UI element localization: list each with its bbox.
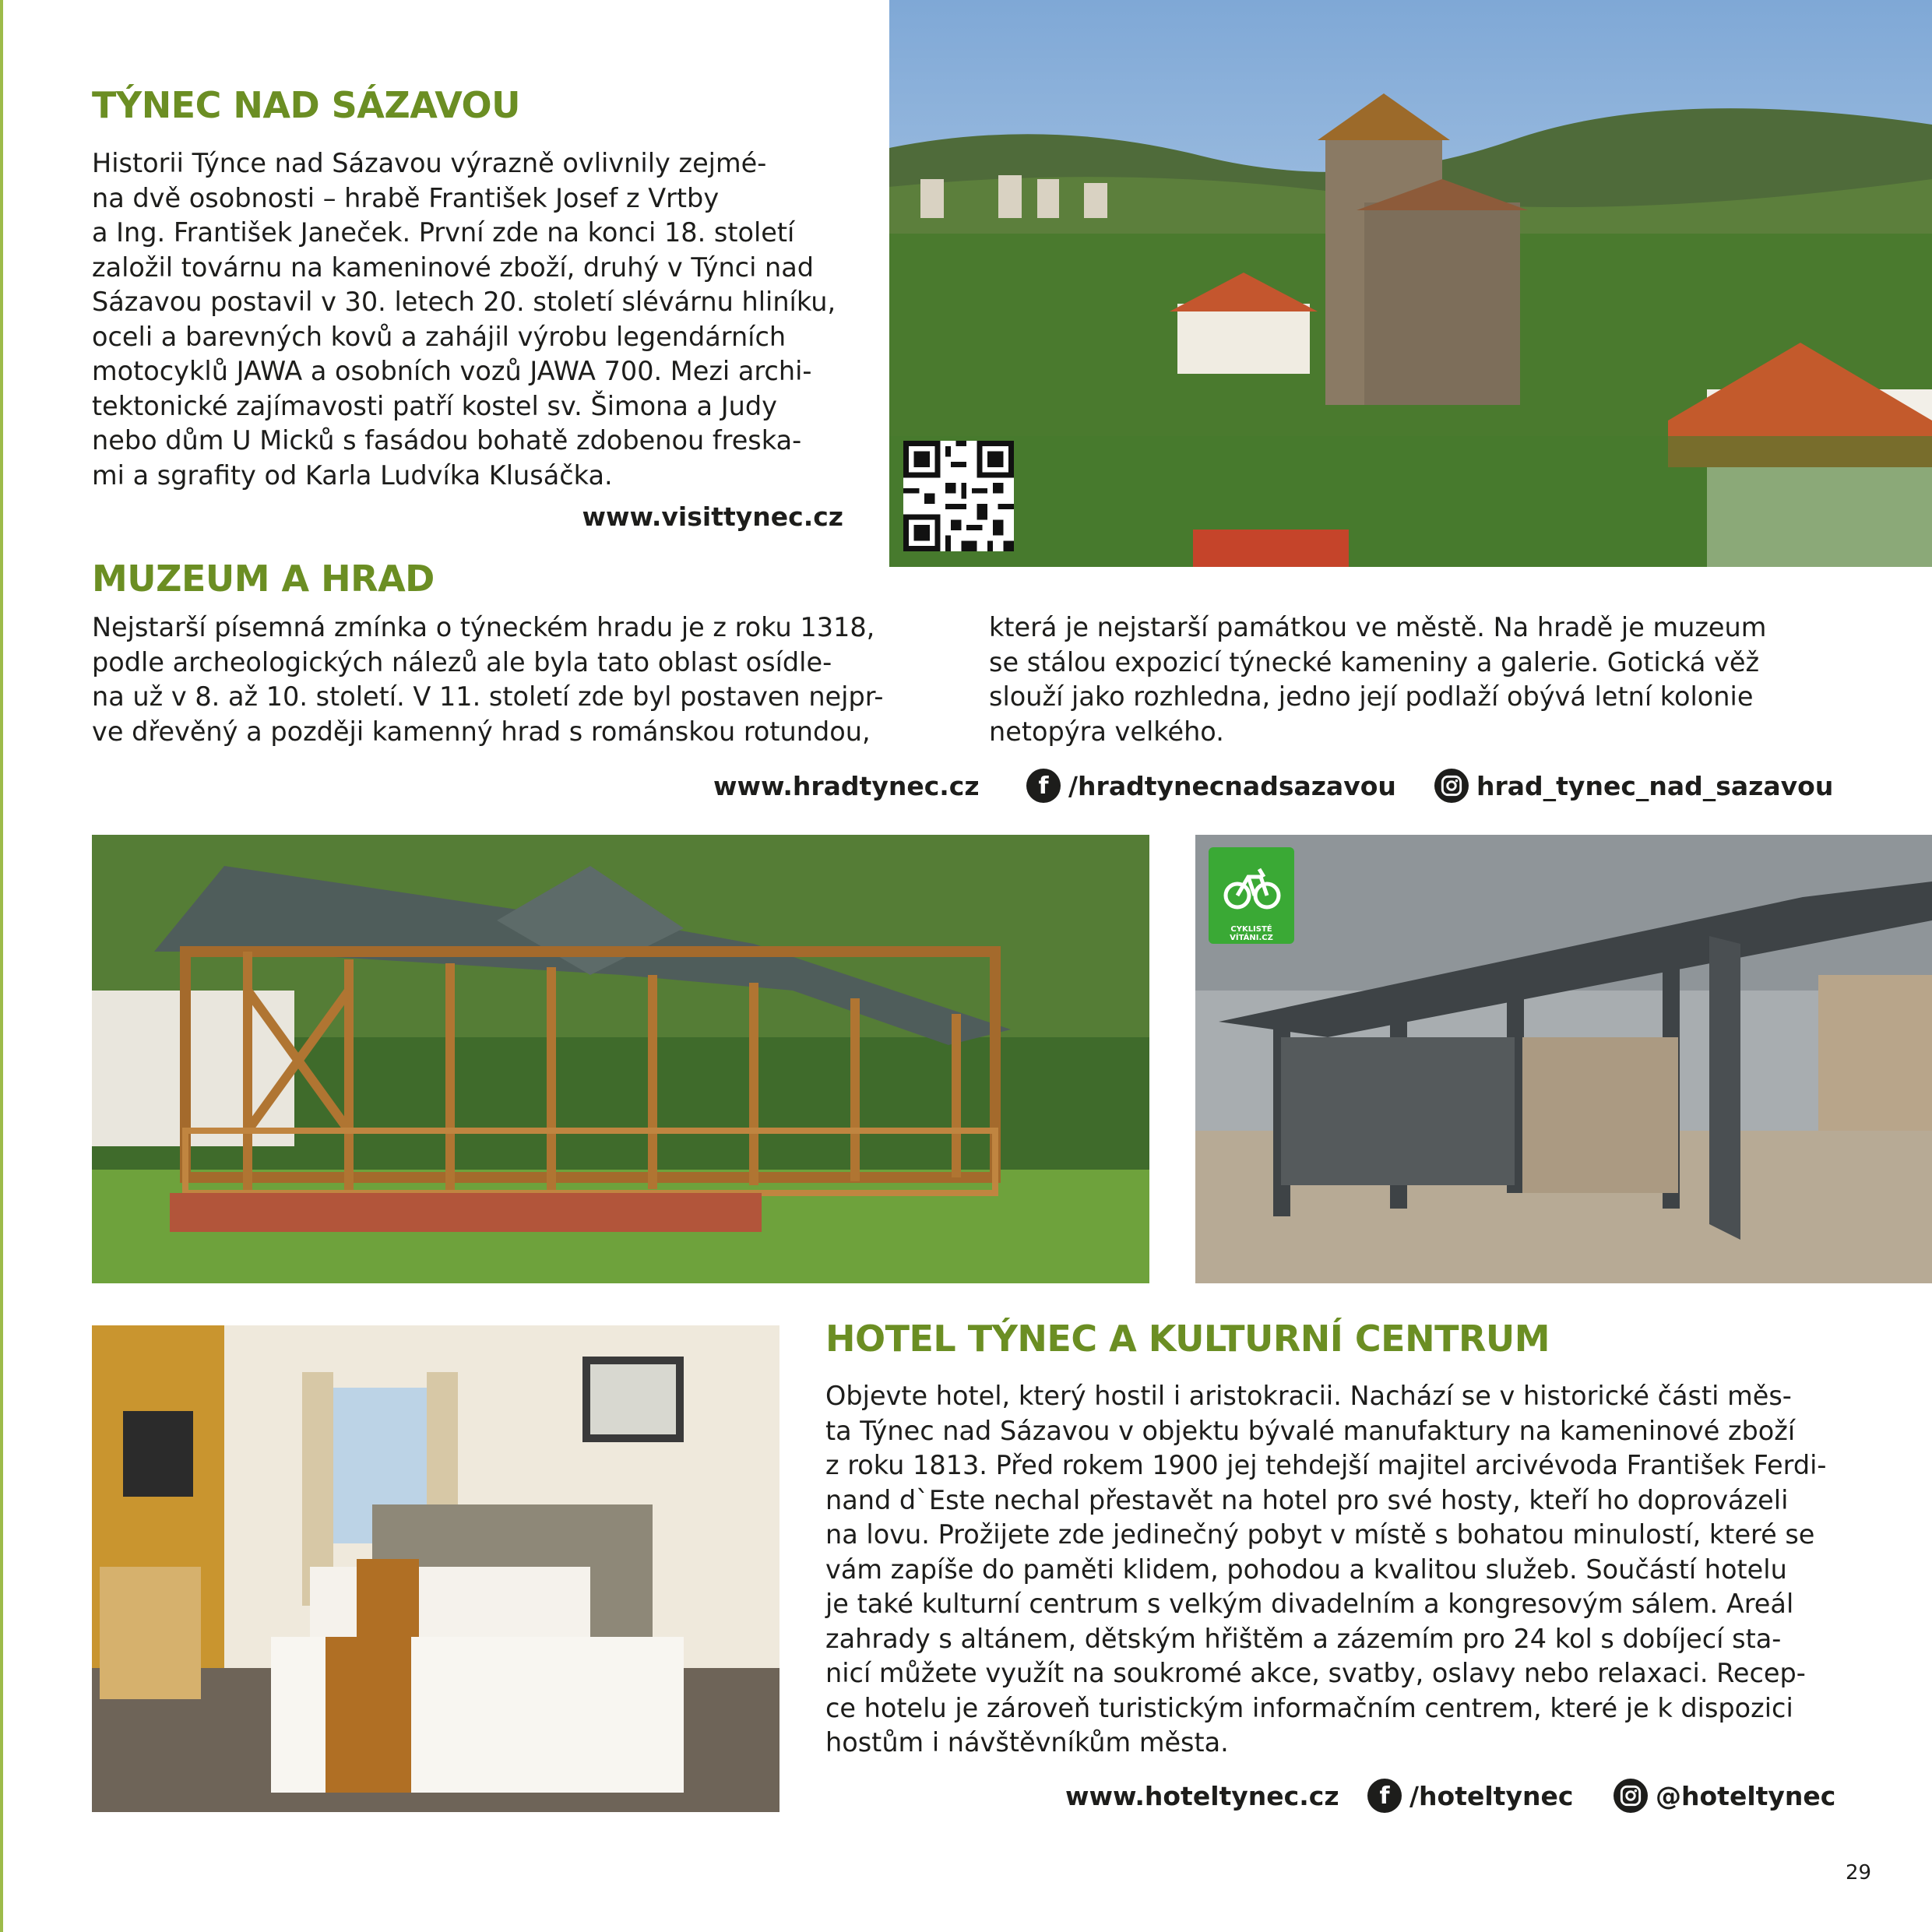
text-line: na lovu. Prožijete zde jedinečný pobyt v místě s bohatou minulostí, které se (825, 1519, 1815, 1550)
text-line: ve dřevěný a později kamenný hrad s románskou rotundou, (92, 716, 871, 747)
text-line: tektonické zajímavosti patří kostel sv. Šimona a Judy (92, 390, 777, 421)
bicycle-icon (1220, 855, 1283, 917)
text-line: nand d`Este nechal přestavět na hotel pro své hosty, kteří ho doprovázeli (825, 1484, 1789, 1515)
facebook-icon: f (1367, 1779, 1402, 1813)
text-line: ce hotelu je zároveň turistickým informačním centrem, které je k dispozici (825, 1692, 1793, 1723)
text-line: a Ing. František Janeček. První zde na konci 18. století (92, 217, 795, 248)
text-line: na dvě osobnosti – hrabě František Josef z Vrtby (92, 182, 720, 213)
text-line: slouží jako rozhledna, jedno její podlaží obývá letní kolonie (989, 681, 1754, 712)
hotel-facebook-handle: /hoteltynec (1409, 1780, 1574, 1811)
hrad-instagram-handle: hrad_tynec_nad_sazavou (1476, 770, 1834, 801)
hotel-room-photo (92, 1325, 779, 1812)
page-number: 29 (1846, 1861, 1872, 1884)
text-line: zahrady s altánem, dětským hřištěm a zázemím pro 24 kol s dobíjecí sta- (825, 1623, 1782, 1654)
text-line: nebo dům U Micků s fasádou bohatě zdobenou freska- (92, 425, 802, 456)
text-line: hostům i návštěvníkům města. (825, 1727, 1229, 1758)
pavilion-photo (92, 835, 1149, 1283)
paragraph-muzeum-2 (989, 611, 1841, 749)
instagram-icon (1614, 1779, 1648, 1813)
paragraph-muzeum-1 (92, 611, 944, 749)
instagram-icon (1434, 769, 1469, 803)
text-line: se stálou expozicí týnecké kameniny a galerie. Gotická věž (989, 646, 1760, 677)
bike-shelter-photo (1195, 835, 1932, 1283)
section-title-tynec: TÝNEC NAD SÁZAVOU (92, 84, 520, 126)
page-edge-accent (0, 0, 3, 1932)
text-line: Nejstarší písemná zmínka o týneckém hradu je z roku 1318, (92, 612, 875, 642)
visittynec-link[interactable]: www.visittynec.cz (582, 501, 843, 532)
hrad-facebook-handle: /hradtynecnadsazavou (1068, 770, 1396, 801)
text-line: ta Týnec nad Sázavou v objektu bývalé manufaktury na kameninové zboží (825, 1415, 1796, 1446)
hotel-facebook-link[interactable] (1367, 1779, 1573, 1813)
qr-code-icon[interactable] (903, 441, 1014, 551)
text-line: netopýra velkého. (989, 716, 1224, 747)
badge-label: CYKLISTÉ VÍTÁNI.CZ (1230, 925, 1273, 942)
facebook-icon: f (1026, 769, 1061, 803)
text-line: oceli a barevných kovů a zahájil výrobu legendárních (92, 321, 787, 352)
text-line: z roku 1813. Před rokem 1900 jej tehdejší majitel arcivévoda František Ferdi- (825, 1450, 1827, 1480)
muzeum-column-1 (92, 611, 944, 749)
castle-aerial-photo (889, 0, 1932, 567)
text-line: Sázavou postavil v 30. letech 20. století slévárnu hliníku, (92, 287, 836, 317)
section-hotel-body (825, 1379, 1841, 1761)
hotel-instagram-link[interactable] (1614, 1779, 1835, 1813)
text-line: mi a sgrafity od Karla Ludvíka Klusáčka. (92, 459, 613, 491)
text-line: založil továrnu na kameninové zboží, druhý v Týnci nad (92, 252, 815, 283)
hrad-instagram-link[interactable] (1434, 769, 1833, 803)
text-line: nicí můžete využít na soukromé akce, svatby, oslavy nebo relaxaci. Recep- (825, 1658, 1806, 1688)
hradtynec-link[interactable]: www.hradtynec.cz (713, 771, 980, 801)
hotel-instagram-handle: @hoteltynec (1656, 1780, 1836, 1811)
section-tynec-body (92, 146, 844, 493)
text-line: na už v 8. až 10. století. V 11. století zde byl postaven nejpr- (92, 681, 884, 712)
text-line: motocyklů JAWA a osobních vozů JAWA 700. Mezi archi- (92, 356, 812, 386)
hoteltynec-link[interactable]: www.hoteltynec.cz (1065, 1781, 1339, 1811)
paragraph-hotel (825, 1379, 1841, 1761)
text-line: která je nejstarší památkou ve městě. Na hradě je muzeum (989, 612, 1767, 642)
muzeum-column-2 (989, 611, 1841, 749)
text-line: vám zapíše do paměti klidem, pohodou a kvalitou služeb. Součástí hotelu (825, 1554, 1787, 1585)
section-title-hotel: HOTEL TÝNEC A KULTURNÍ CENTRUM (825, 1318, 1550, 1360)
section-title-muzeum: MUZEUM A HRAD (92, 558, 435, 600)
cyclists-welcome-badge (1209, 847, 1294, 944)
paragraph-tynec (92, 146, 844, 493)
text-line: podle archeologických nálezů ale byla tato oblast osídle- (92, 646, 832, 677)
hrad-facebook-link[interactable] (1026, 769, 1396, 803)
text-line: Objevte hotel, který hostil i aristokracii. Nachází se v historické části měs- (825, 1381, 1792, 1411)
text-line: Historii Týnce nad Sázavou výrazně ovlivnily zejmé- (92, 148, 767, 178)
text-line: je také kulturní centrum s velkým divadelním a kongresovým sálem. Areál (825, 1589, 1794, 1619)
